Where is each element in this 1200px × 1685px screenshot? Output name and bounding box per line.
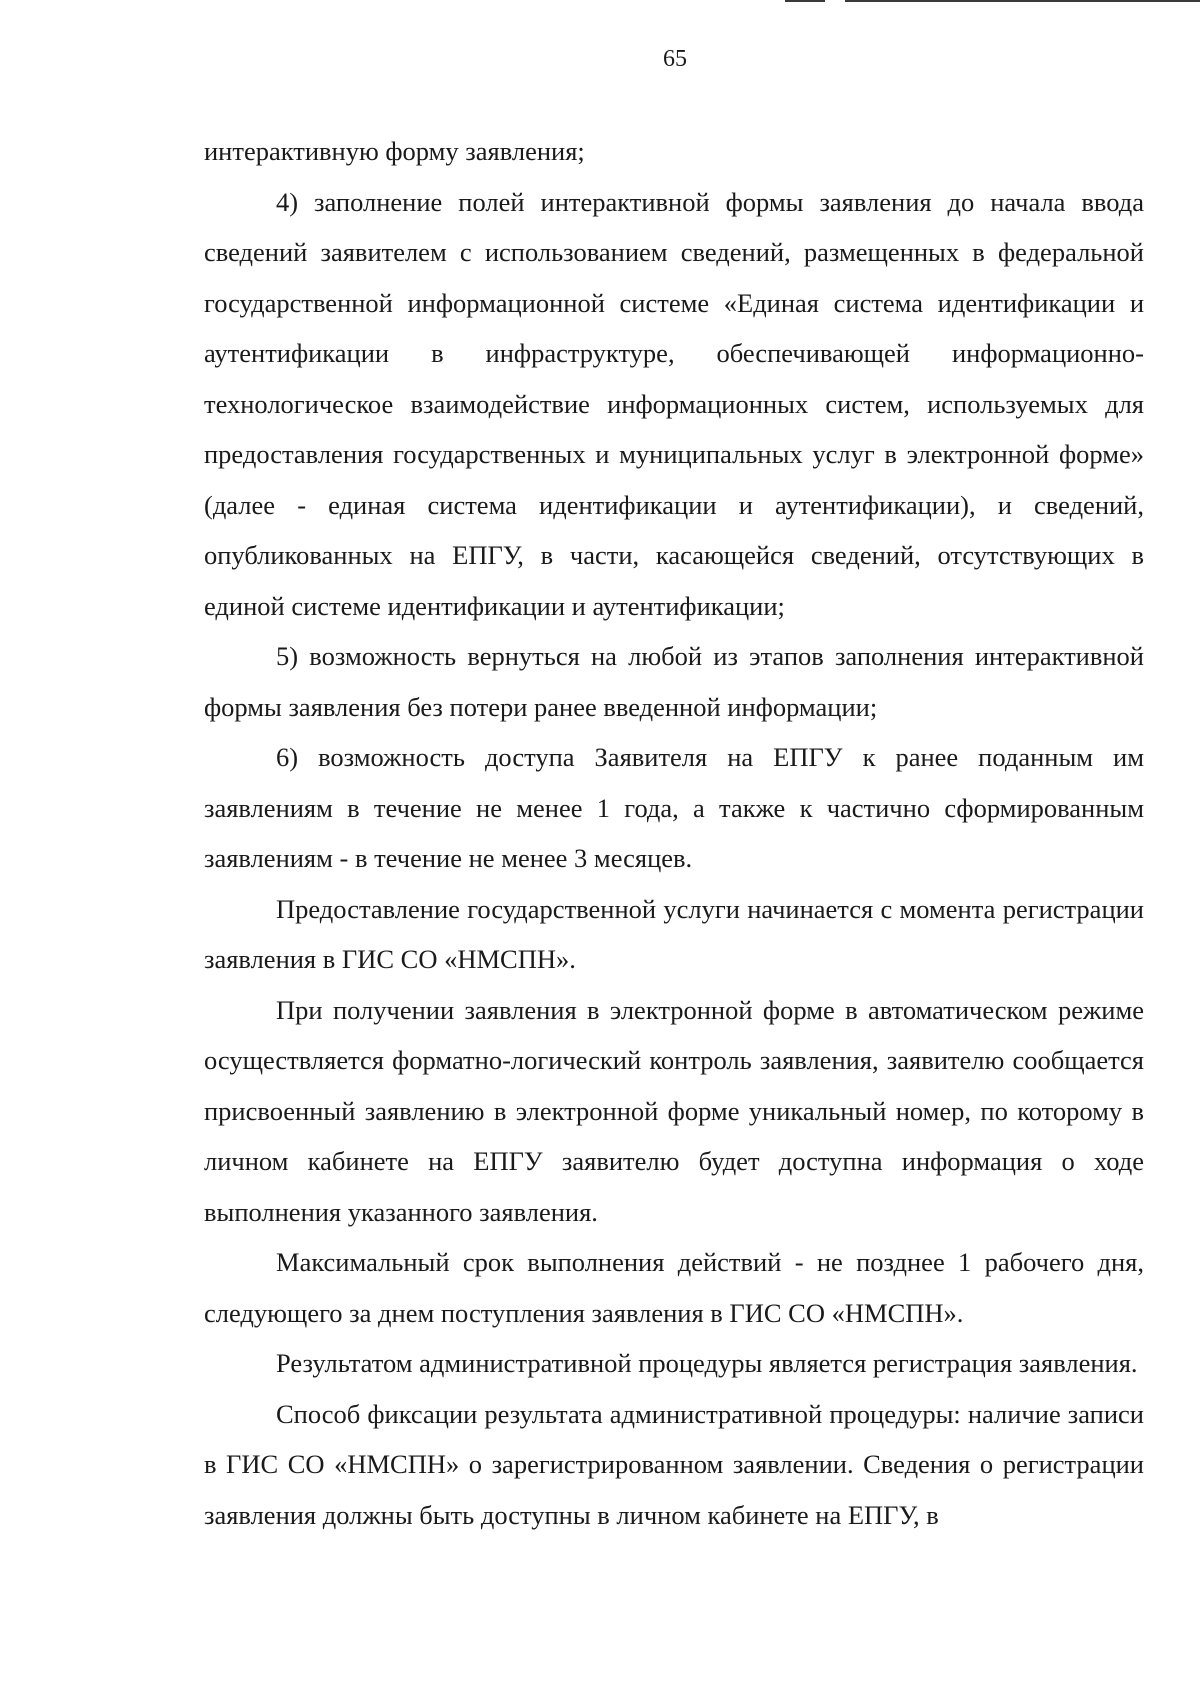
page-number: 65 (663, 46, 687, 72)
document-body (204, 126, 1144, 1540)
paragraph: При получении заявления в электронной форме в автоматическом режиме осуществляется форматно-логический контроль заявления, заявителю сообщается присвоенный заявлению в электронной форме уникальный номер, по которому в личном кабинете на ЕПГУ заявителю будет доступна информация о ходе выполнения указанного заявления. (204, 994, 1144, 1227)
scan-edge-mark (845, 0, 1200, 2)
paragraph: Способ фиксации результата административной процедуры: наличие записи в ГИС СО «НМСПН» о зарегистрированном заявлении. Сведения о регистрации заявления должны быть доступны в личном кабинете на ЕПГУ, в (204, 1398, 1144, 1530)
paragraph: Результатом административной процедуры является регистрация заявления. (276, 1348, 1138, 1378)
paragraph: Максимальный срок выполнения действий - не позднее 1 рабочего дня, следующего за днем поступления заявления в ГИС СО «НМСПН». (204, 1247, 1144, 1328)
paragraph: 5) возможность вернуться на любой из этапов заполнения интерактивной формы заявления без потери ранее введенной информации; (204, 641, 1144, 722)
paragraph: 6) возможность доступа Заявителя на ЕПГУ к ранее поданным им заявлениям в течение не менее 1 года, а также к частично сформированным заявлениям - в течение не менее 3 месяцев. (204, 742, 1144, 873)
paragraph: интерактивную форму заявления; (204, 136, 585, 166)
paragraph: 4) заполнение полей интерактивной формы заявления до начала ввода сведений заявителем с использованием сведений, размещенных в федеральной государственной информационной системе «Единая система идентификации и аутентификации в инфраструктуре, обеспечивающей информационно-технологическое взаимодействие информационных систем, используемых для предоставления государственных и муниципальных услуг в электронной форме» (далее - единая система идентификации и аутентификации), и сведений, опубликованных на ЕПГУ, в части, касающейся сведений, отсутствующих в единой системе идентификации и аутентификации; (204, 186, 1144, 621)
paragraph: Предоставление государственной услуги начинается с момента регистрации заявления в ГИС СО «НМСПН». (204, 893, 1144, 974)
scan-edge-mark (785, 0, 825, 2)
